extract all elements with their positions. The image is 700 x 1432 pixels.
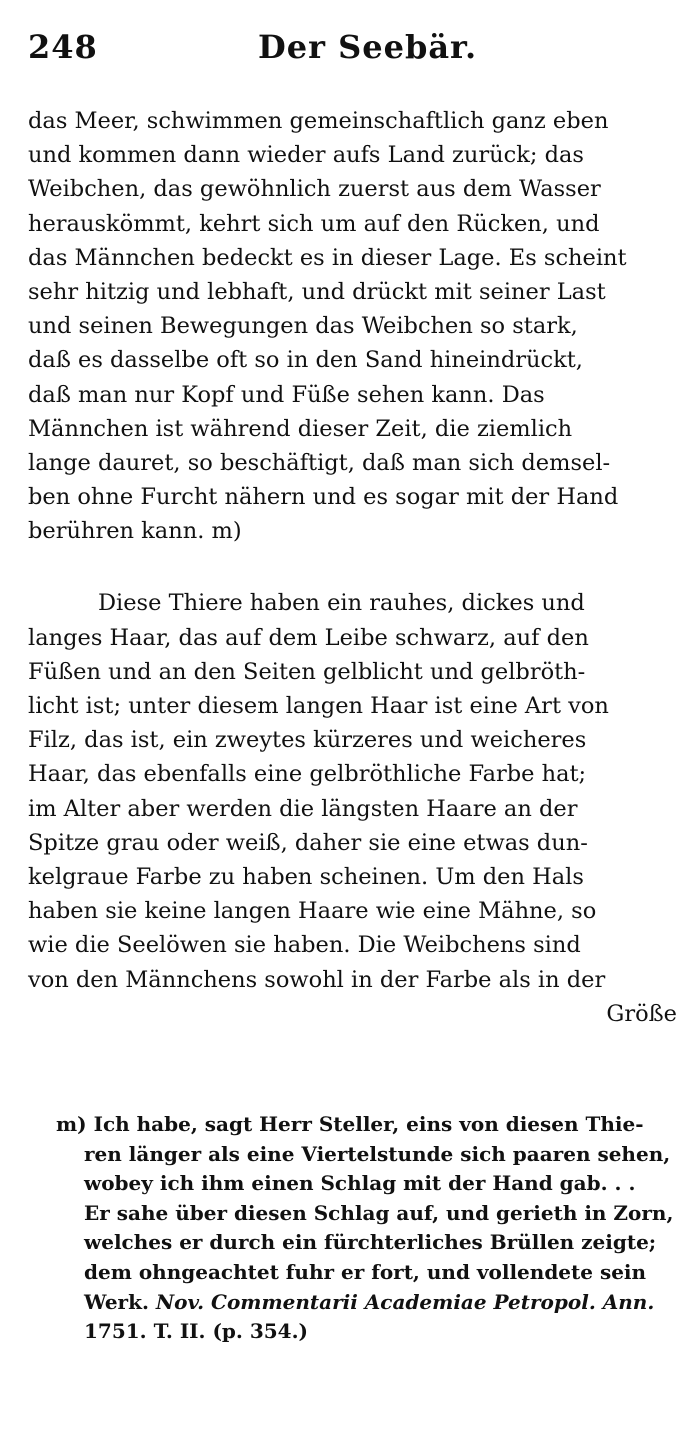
text-line: Spitze grau oder weiß, daher sie eine etwas dun-	[28, 829, 588, 856]
footnote-line: 1751. T. II. (p. 354.)	[84, 1319, 309, 1344]
text-line: ben ohne Furcht nähern und es sogar mit der Hand	[28, 484, 619, 511]
text-line: Haar, das ebenfalls eine gelbröthliche Farbe hat;	[28, 761, 587, 788]
text-line: Männchen ist während dieser Zeit, die ziemlich	[28, 415, 573, 442]
text-line: das Meer, schwimmen gemeinschaftlich ganz eben	[28, 108, 609, 134]
text-line: herauskömmt, kehrt sich um auf den Rücken, und	[28, 210, 600, 237]
footnote-line: wobey ich ihm einen Schlag mit der Hand gab. . .	[84, 1171, 636, 1196]
text-line: Füßen und an den Seiten gelblicht und gelbröth-	[28, 658, 586, 685]
text-line: licht ist; unter diesem langen Haar ist eine Art von	[28, 693, 609, 719]
text-line: Weibchen, das gewöhnlich zuerst aus dem Wasser	[28, 176, 601, 203]
text-line: und seinen Bewegungen das Weibchen so stark,	[28, 313, 578, 340]
paragraph-2	[28, 586, 683, 1030]
footnote-word: Werk.	[84, 1289, 149, 1314]
page-number: 248	[28, 28, 98, 66]
main-text	[28, 104, 683, 1031]
text-line: lange dauret, so beschäftigt, daß man sich demsel-	[28, 449, 611, 476]
page-header	[28, 24, 678, 74]
text-line: berühren kann. m)	[28, 518, 242, 545]
footnote-line: m) Ich habe, sagt Herr Steller, eins von diesen Thie-	[56, 1112, 644, 1136]
text-line: Filz, das ist, ein zweytes kürzeres und weicheres	[28, 727, 587, 754]
text-line: im Alter aber werden die längsten Haare an der	[28, 795, 578, 822]
text-line: langes Haar, das auf dem Leibe schwarz, auf den	[28, 624, 589, 651]
running-title: Der Seebär.	[258, 28, 478, 66]
text-line: kelgraue Farbe zu haben scheinen. Um den Hals	[28, 863, 584, 890]
text-line: sehr hitzig und lebhaft, und drückt mit seiner Last	[28, 278, 606, 305]
footnote	[28, 1110, 678, 1347]
text-line: haben sie keine langen Haare wie eine Mähne, so	[28, 898, 597, 925]
text-line: Diese Thiere haben ein rauhes, dickes und	[98, 590, 585, 617]
footnote-line	[28, 1288, 678, 1318]
footnote-line: Er sahe über diesen Schlag auf, und gerieth in Zorn,	[84, 1200, 674, 1225]
text-line: von den Männchens sowohl in der Farbe als in der	[28, 966, 606, 993]
text-line: das Männchen bedeckt es in dieser Lage. Es scheint	[28, 244, 627, 271]
text-line: daß es dasselbe oft so in den Sand hineindrückt,	[28, 347, 583, 374]
paragraph-gap	[28, 548, 683, 586]
text-line: und kommen dann wieder aufs Land zurück; das	[28, 142, 584, 169]
footnote-line: ren länger als eine Viertelstunde sich paaren sehen,	[84, 1141, 671, 1166]
footnote-citation: Nov. Commentarii Academiae Petropol. Ann.	[155, 1289, 655, 1314]
paragraph-1	[28, 104, 683, 548]
footnote-line: welches er durch ein fürchterliches Brüllen zeigte;	[84, 1230, 657, 1255]
catchword: Größe	[606, 1000, 677, 1027]
footnote-line: dem ohngeachtet fuhr er fort, und vollendete sein	[84, 1259, 647, 1284]
text-line: wie die Seelöwen sie haben. Die Weibchens sind	[28, 932, 581, 959]
text-line: daß man nur Kopf und Füße sehen kann. Das	[28, 381, 545, 408]
